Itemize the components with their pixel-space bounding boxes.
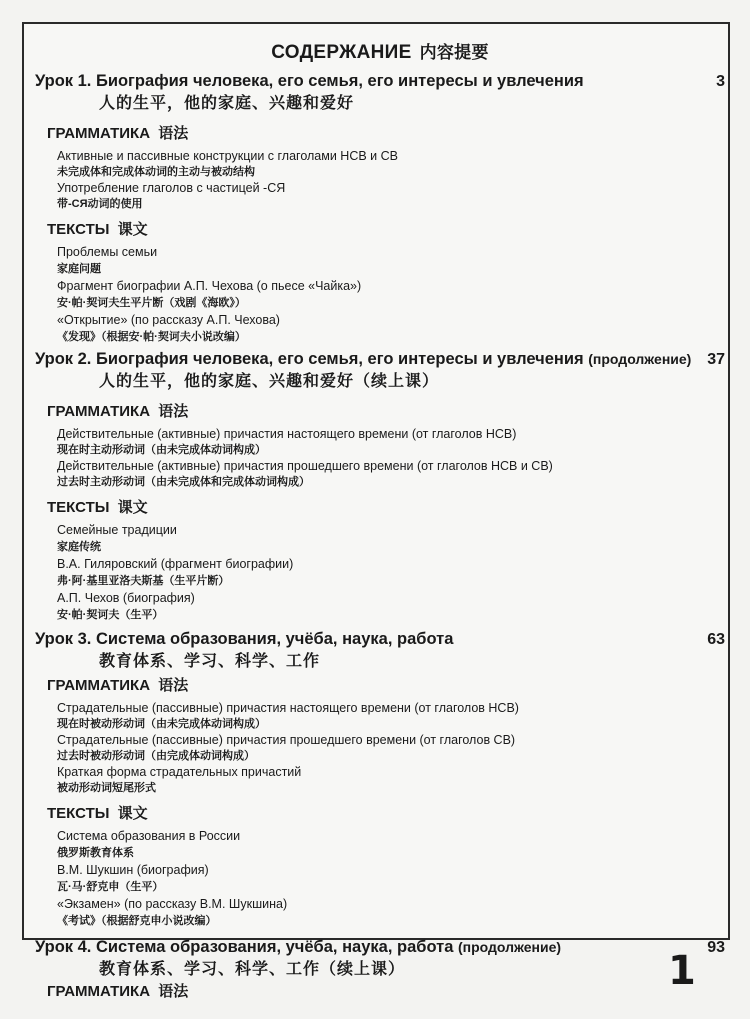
lesson-title[interactable]: Урок 2. Биография человека, его семья, его интересы и увлечения (продолжение) [35,350,692,368]
text-item-cn: 安·帕·契诃夫生平片断（戏剧《海欧》） [57,297,246,309]
texts-heading: ТЕКСТЫ 课文 [47,221,148,238]
lesson-2 [35,348,725,624]
text-item-cn: 安·帕·契诃夫（生平） [57,609,164,621]
text-item-ru: В.А. Гиляровский (фрагмент биографии) [57,557,294,571]
grammar-heading: ГРАММАТИКА 语法 [47,983,189,1000]
grammar-item-ru: Страдательные (пассивные) причастия настоящего времени (от глаголов НСВ) [57,701,519,715]
lesson-title-cn: 教育体系、学习、科学、工作（续上课） [99,961,406,978]
grammar-heading: ГРАММАТИКА 语法 [47,125,189,142]
texts-heading: ТЕКСТЫ 课文 [47,499,148,516]
grammar-item-ru: Употребление глаголов с частицей -СЯ [57,181,286,195]
lesson-title[interactable]: Урок 3. Система образования, учёба, наука, работа [35,630,454,648]
grammar-item-ru: Краткая форма страдательных причастий [57,765,302,779]
lesson-title-cn: 人的生平，他的家庭、兴趣和爱好 [99,95,355,112]
text-item-ru: А.П. Чехов (биография) [57,591,195,605]
grammar-item-ru: Действительные (активные) причастия прошедшего времени (от глаголов НСВ и СВ) [57,459,553,473]
toc-title-ru: СОДЕРЖАНИЕ [271,42,412,63]
lesson-3 [35,628,725,930]
page-number: 1 [668,948,696,994]
texts-heading: ТЕКСТЫ 课文 [47,805,148,822]
text-item-ru: Проблемы семьи [57,245,158,259]
grammar-heading: ГРАММАТИКА 语法 [47,677,189,694]
grammar-item-ru: Страдательные (пассивные) причастия прошедшего времени (от глаголов СВ) [57,733,516,747]
grammar-item-cn: 被动形动词短尾形式 [57,782,156,794]
lesson-1 [35,70,725,346]
lesson-4 [35,936,725,1002]
grammar-item-cn: 带-СЯ动词的使用 [57,198,143,210]
grammar-item-cn: 现在时被动形动词（由未完成体动词构成） [57,718,266,730]
text-item-ru: «Экзамен» (по рассказу В.М. Шукшина) [57,897,288,911]
grammar-item-ru: Активные и пассивные конструкции с глаголами НСВ и СВ [57,149,398,163]
lesson-title-cn: 人的生平，他的家庭、兴趣和爱好（续上课） [99,373,440,390]
text-item-cn: 《发现》（根据安·帕·契诃夫小说改编） [57,331,246,343]
text-item-ru: Семейные традиции [57,523,177,537]
lesson-title-cn: 教育体系、学习、科学、工作 [99,653,321,670]
grammar-item-cn: 现在时主动形动词（由未完成体动词构成） [57,444,266,456]
text-item-cn: 瓦·马·舒克申（生平） [57,881,164,893]
lesson-title[interactable]: Урок 1. Биография человека, его семья, его интересы и увлечения [35,72,584,90]
toc-content [35,38,725,1006]
grammar-item-ru: Действительные (активные) причастия настоящего времени (от глаголов НСВ) [57,427,517,441]
text-item-cn: 俄罗斯教育体系 [57,847,134,859]
text-item-cn: 家庭传统 [57,541,101,553]
text-item-ru: Система образования в России [57,829,241,843]
text-item-ru: «Открытие» (по рассказу А.П. Чехова) [57,313,280,327]
toc-title [35,38,725,64]
grammar-heading: ГРАММАТИКА 语法 [47,403,189,420]
toc-title-cn: 内容提要 [419,43,489,62]
lesson-page-number[interactable]: 63 [707,631,725,648]
text-item-ru: В.М. Шукшин (биография) [57,863,209,877]
text-item-cn: 《考试》（根据舒克申小说改编） [57,915,217,927]
grammar-item-cn: 未完成体和完成体动词的主动与被动结构 [57,166,255,178]
text-item-ru: Фрагмент биографии А.П. Чехова (о пьесе «Чайка») [57,279,362,293]
lesson-page-number[interactable]: 3 [716,73,725,90]
grammar-item-cn: 过去时主动形动词（由未完成体和完成体动词构成） [57,476,310,488]
grammar-item-cn: 过去时被动形动词（由完成体动词构成） [57,750,255,762]
lesson-title[interactable]: Урок 4. Система образования, учёба, наука, работа (продолжение) [35,938,562,956]
lesson-page-number[interactable]: 37 [707,351,725,368]
text-item-cn: 家庭问题 [57,263,101,275]
text-item-cn: 弗·阿·基里亚洛夫斯基（生平片断） [57,575,230,587]
lesson-page-number[interactable]: 93 [707,939,725,956]
